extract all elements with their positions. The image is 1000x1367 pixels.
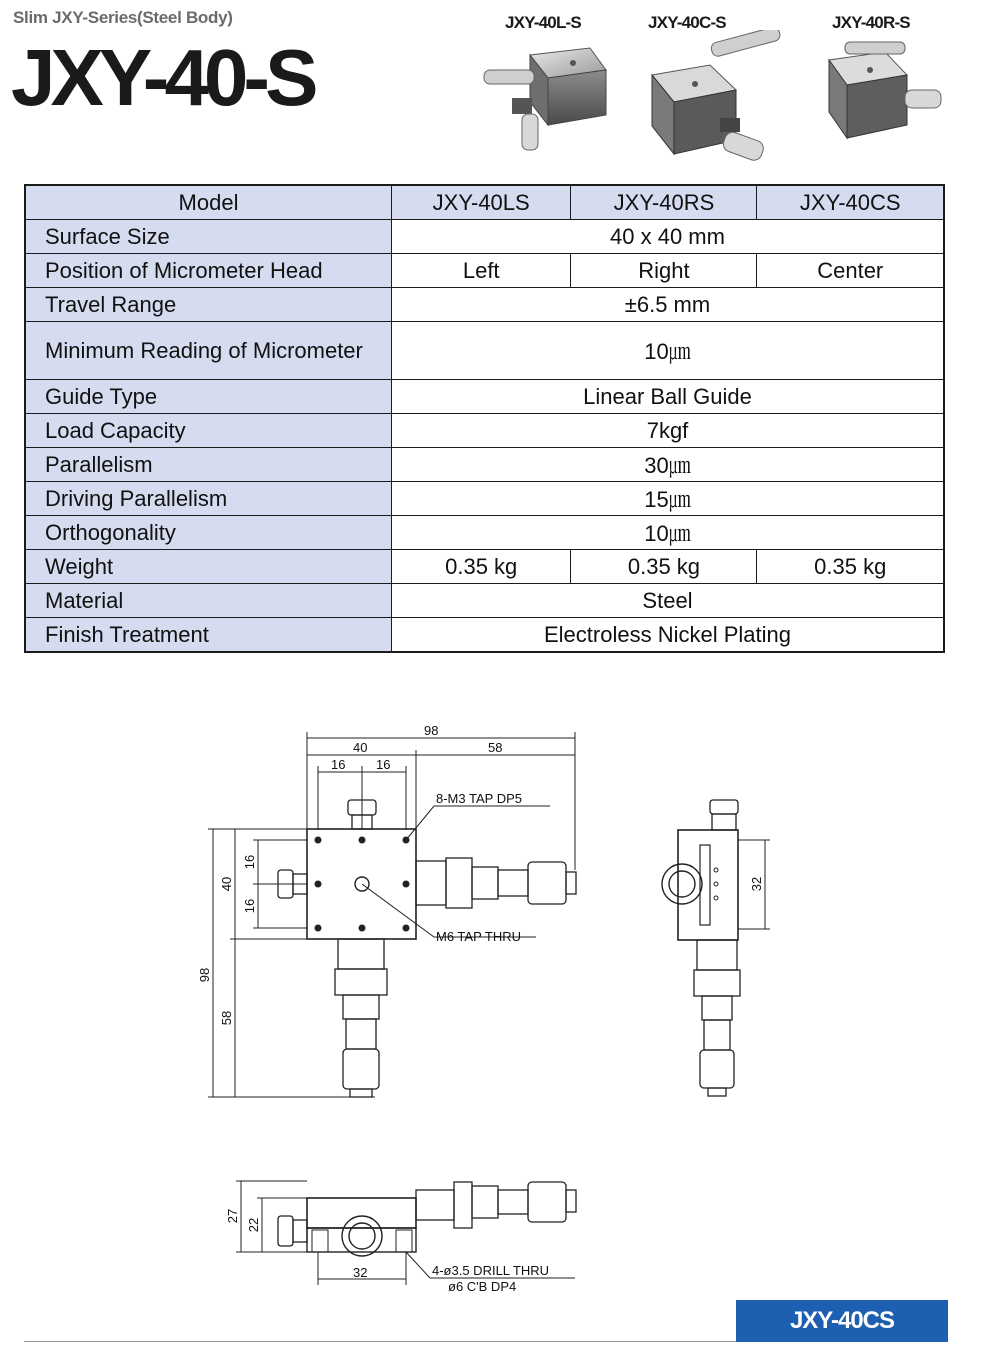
series-subtitle: Slim JXY-Series(Steel Body)	[13, 8, 233, 27]
dim-top-half-a: 16	[331, 757, 346, 772]
dim-side: 32	[749, 876, 764, 892]
dim-left-half-a: 16	[242, 854, 257, 870]
note-tap-holes: 8-M3 TAP DP5	[436, 791, 522, 806]
dim-top-stage: 40	[353, 740, 368, 755]
dim-left-stage: 40	[219, 876, 234, 892]
row-label: Guide Type	[25, 380, 392, 414]
row-label: Finish Treatment	[25, 618, 392, 653]
row-label: Position of Micrometer Head	[25, 254, 392, 288]
row-value: Linear Ball Guide	[392, 380, 945, 414]
dim-left-overall: 98	[197, 967, 212, 983]
dim-top-half-b: 16	[376, 757, 391, 772]
note-center-tap: M6 TAP THRU	[436, 929, 522, 944]
row-value: 7kgf	[392, 414, 945, 448]
header-cell: JXY-40CS	[757, 185, 944, 220]
header-cell: Model	[25, 185, 392, 220]
note-drill-line2: ø6 C'B DP4	[448, 1279, 517, 1294]
row-value: Left	[392, 254, 571, 288]
note-drill-line1: 4-ø3.5 DRILL THRU	[432, 1263, 550, 1278]
row-label: Minimum Reading of Micrometer	[25, 322, 392, 380]
row-label: Driving Parallelism	[25, 482, 392, 516]
dim-front-height: 27	[225, 1208, 240, 1224]
row-value: 40 x 40 mm	[392, 220, 945, 254]
dim-front-hole-pitch: 32	[353, 1265, 368, 1280]
row-label: Orthogonality	[25, 516, 392, 550]
row-label: Travel Range	[25, 288, 392, 322]
row-label: Parallelism	[25, 448, 392, 482]
dim-left-half-b: 16	[242, 898, 257, 914]
row-label: Surface Size	[25, 220, 392, 254]
row-value: 0.35 kg	[757, 550, 944, 584]
row-value: 0.35 kg	[571, 550, 757, 584]
dim-front-body: 22	[246, 1217, 261, 1233]
dim-top-overall: 98	[424, 723, 439, 738]
variant-label-right: JXY-40R-S	[832, 13, 910, 32]
row-value: ±6.5 mm	[392, 288, 945, 322]
row-value: 30㎛	[392, 448, 945, 482]
model-badge: JXY-40CS	[736, 1300, 948, 1342]
row-value: 15㎛	[392, 482, 945, 516]
row-value: Center	[757, 254, 944, 288]
row-value: 10㎛	[392, 322, 945, 380]
dim-left-micrometer: 58	[219, 1010, 234, 1026]
row-value: Steel	[392, 584, 945, 618]
dim-top-micrometer: 58	[488, 740, 503, 755]
row-value: 10㎛	[392, 516, 945, 550]
page-title: JXY-40-S	[11, 33, 314, 122]
row-label: Load Capacity	[25, 414, 392, 448]
row-label: Weight	[25, 550, 392, 584]
header-cell: JXY-40RS	[571, 185, 757, 220]
variant-label-left: JXY-40L-S	[505, 13, 581, 32]
row-label: Material	[25, 584, 392, 618]
header-cell: JXY-40LS	[392, 185, 571, 220]
row-value: Right	[571, 254, 757, 288]
row-value: 0.35 kg	[392, 550, 571, 584]
variant-label-center: JXY-40C-S	[648, 13, 726, 32]
row-value: Electroless Nickel Plating	[392, 618, 945, 653]
